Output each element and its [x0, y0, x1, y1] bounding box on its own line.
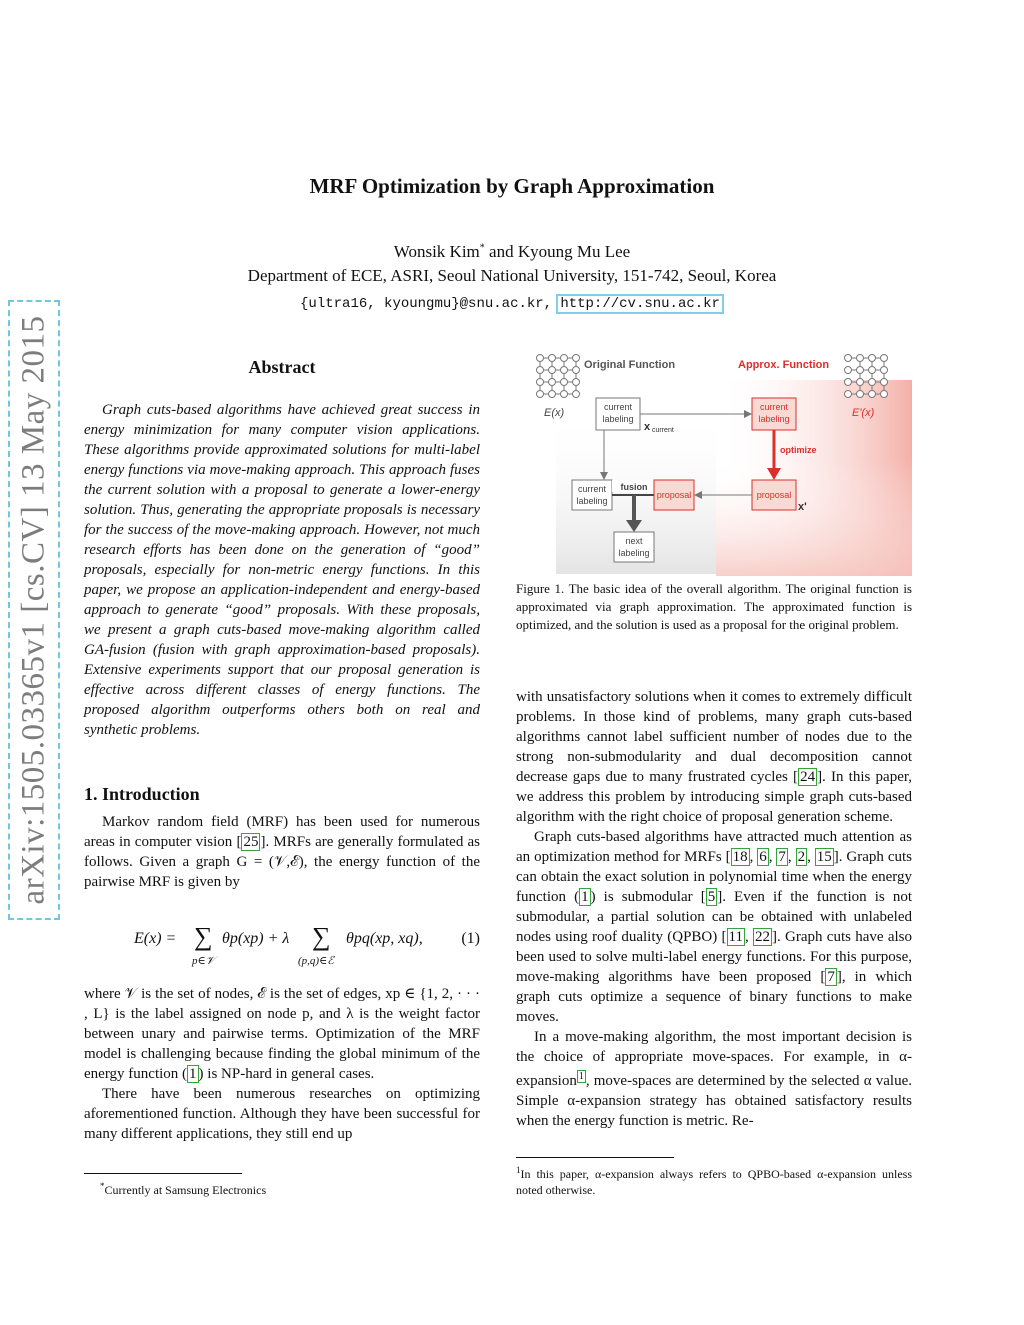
paper-title: MRF Optimization by Graph Approximation — [309, 174, 715, 198]
intro-paragraph-2: where 𝒱 is the set of nodes, ℰ is the set of edges, xp ∈ {1, 2, · · · , L} is the label assigned on node p, and λ is the weight factor between unary and pairwise terms. Optimization of the MRF model is challenging because finding the global minimum of the energy function ( 1 ) is NP-hard in general cases. There have been numerous researches on optimizing aforementioned function. Although they have been successful for many different applications, they still end up — [84, 986, 480, 1142]
x-prime-label: x' — [798, 501, 807, 513]
author-footnote-mark: * — [479, 242, 485, 254]
citation[interactable]: 7 — [778, 849, 786, 865]
original-energy-label: E(x) — [544, 407, 565, 419]
intro-heading: 1. Introduction — [84, 784, 200, 804]
figure-diagram — [516, 350, 912, 576]
svg-text:labeling: labeling — [618, 548, 650, 558]
arxiv-stamp — [8, 300, 60, 920]
citation[interactable]: 15 — [816, 849, 832, 865]
citation[interactable]: 25 — [243, 834, 259, 850]
citation[interactable]: 5 — [707, 889, 716, 905]
alpha-expansion-footnote: $^1$In this paper, α-expansion always refers to QPBO-based α-expansion unless noted otherwise. — [516, 1165, 912, 1197]
svg-text:current: current — [577, 484, 607, 494]
svg-text:current: current — [652, 427, 674, 434]
abstract-heading: Abstract — [248, 357, 316, 377]
author-footnote: *Currently at Samsung Electronics — [100, 1181, 267, 1197]
svg-text:labeling: labeling — [602, 414, 634, 424]
svg-text:labeling: labeling — [576, 496, 608, 506]
right-column-text: with unsatisfactory solutions when it comes to extremely difficult problems. In those kind of problems, many graph cuts-based algorithms cannot label sufficient number of nodes due to the strong non-submodularity and dual decomposition cannot decrease gaps due to many frustrated cycles [ 24 ]. In this paper, we address this problem by introducing simple graph cuts-based algorithm with the right choice of proposal generation scheme. Graph cuts-based algorithms have attracted much attention as an optimization method for MRFs [ 18 , 6 , 7 , 2 , 15 ]. Graph cuts can obtain the exact solution in polynomial time when the energy function ( 1 ) is submodular [ 5 ]. Even if the function is not submodular, a partial solution can be obtained with unlabeled nodes using roof duality (QPBO) [ 11 , 22 ]. Graph cuts have also been used to solve multi-label energy functions. For this purpose, move-making algorithms have been proposed [ 7 ], in which graph cuts optimize a sequence of binary functions to make moves. In a move-making algorithm, the most important decision is the choice of appropriate move-spaces. For example, in α-expansion $^1$ , move-spaces are determined by the selected α value. Simple α-expansion strategy has obtained satisfactory results when the energy function is metric. Re- — [516, 689, 913, 1129]
right-footnote-rule — [516, 1157, 674, 1158]
svg-text:current: current — [759, 402, 789, 412]
footnote-rule — [84, 1173, 242, 1174]
figure-1 — [516, 350, 912, 576]
citation[interactable]: 6 — [759, 849, 767, 865]
svg-text:current: current — [603, 402, 633, 412]
original-graph-icon — [537, 355, 580, 398]
citation[interactable]: 24 — [800, 769, 816, 785]
fusion-label: fusion — [620, 482, 648, 492]
svg-text:next: next — [625, 536, 643, 546]
homepage-link[interactable]: http://cv.snu.ac.kr — [556, 294, 724, 314]
footnote-ref[interactable]: 1 — [578, 1071, 584, 1082]
affiliation: Department of ECE, ASRI, Seoul National University, 151-742, Seoul, Korea — [247, 266, 777, 285]
citation[interactable]: 22 — [755, 929, 771, 945]
optimize-label: optimize — [780, 445, 817, 455]
equation-number: (1) — [461, 930, 480, 947]
x-current-label: x — [644, 421, 651, 433]
citation[interactable]: 11 — [728, 929, 743, 945]
equation-ref[interactable]: 1 — [189, 1066, 197, 1082]
abstract-text: Graph cuts-based algorithms have achieved great success in energy minimization for many computer vision applications. These algorithms provide approximated solutions for multi-label energy functions via move-making approach. This approach fuses the current solution with a proposal to generate a lower-energy solution. Thus, generating the appropriate proposals is necessary for the success of the move-making approach. However, not much research efforts has been done on the generation of “good” proposals, especially for non-metric energy functions. In this paper, we propose an application-independent and energy-based approach to generate “good” proposals. With these proposals, we present a graph cuts-based move-making algorithm called GA-fusion (fusion with graph approximation-based proposals). Extensive experiments support that our proposal generation is effective across different classes of energy functions. The proposed algorithm outperforms others both on real and synthetic problems. — [84, 402, 480, 738]
equation-ref[interactable]: 1 — [581, 889, 589, 905]
equation-1: E(x) = ∑ p∈𝒱 θp(xp) + λ ∑ (p,q)∈ℰ θpq(xp, xq), (1) — [134, 922, 480, 967]
intro-paragraph-1: Markov random field (MRF) has been used for numerous areas in computer vision [ 25 ]. MRFs are generally formulated as follows. Given a graph G = (𝒱,ℰ), the energy function of the pairwise MRF is given by — [84, 814, 480, 890]
figure-1-caption: Figure 1. The basic idea of the overall algorithm. The original function is approximated via graph approximation. The approximated function is optimized, and the solution is used as a proposal for the original problem. — [516, 581, 912, 632]
citation[interactable]: 2 — [797, 849, 806, 865]
emails: {ultra16, kyoungmu}@snu.ac.kr, — [300, 296, 553, 312]
authors: Wonsik Kim* and Kyoung Mu Lee — [393, 242, 631, 261]
original-function-label: Original Function — [584, 359, 676, 371]
svg-text:proposal: proposal — [756, 490, 792, 500]
contact-line — [0, 292, 1024, 312]
approx-function-label: Approx. Function — [738, 359, 830, 371]
arxiv-id: arXiv:1505.03365v1 [cs.CV] 13 May 2015 — [15, 315, 52, 905]
svg-text:proposal: proposal — [656, 490, 692, 500]
citation[interactable]: 7 — [827, 969, 835, 985]
approx-energy-label: E'(x) — [852, 407, 875, 419]
svg-text:labeling: labeling — [758, 414, 790, 424]
citation[interactable]: 18 — [732, 849, 748, 865]
